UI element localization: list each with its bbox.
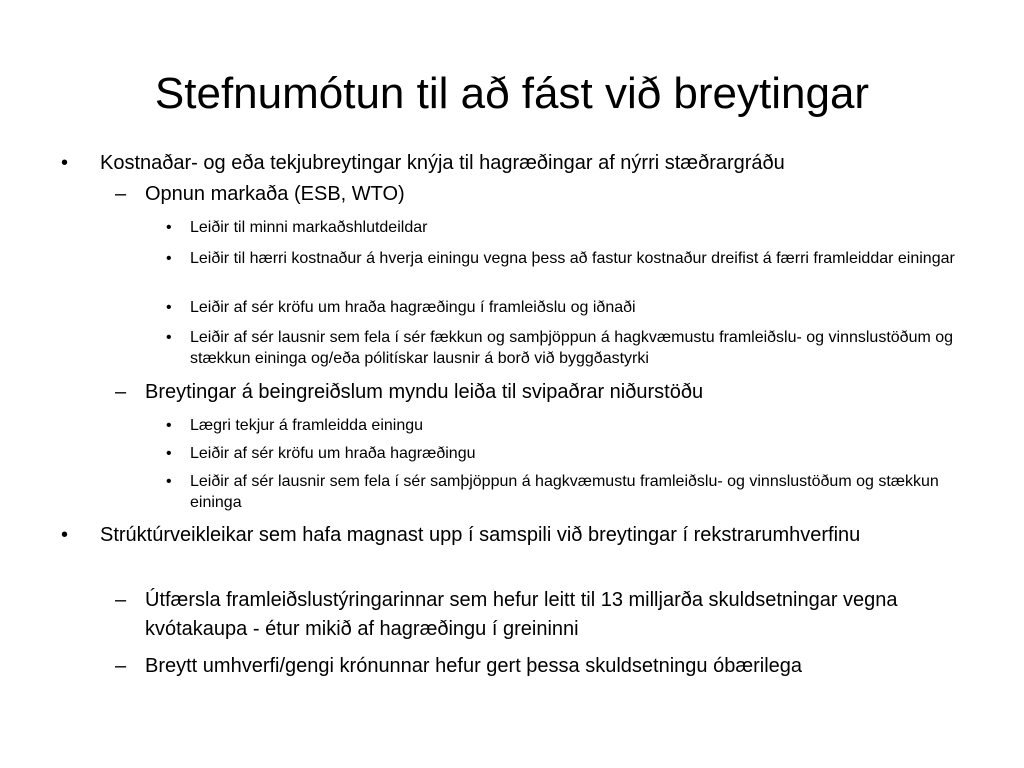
bullet-dot-icon: •	[166, 417, 172, 434]
item-text: Útfærsla framleiðslustýringarinnar sem hefur leitt til 13 milljarða skuldsetningar vegna kvótakaupa - étur mikið af hagræðingu í greininni	[145, 589, 898, 640]
bullet-dash-icon: –	[115, 655, 127, 677]
item-text: Leiðir til minni markaðshlutdeildar	[190, 219, 428, 236]
bullet-dot-icon: •	[61, 524, 69, 546]
list-item	[166, 443, 980, 464]
bullet-dot-icon: •	[166, 445, 172, 462]
bullet-dot-icon: •	[61, 152, 69, 174]
list-item	[61, 522, 920, 549]
list-item	[166, 327, 980, 369]
item-text: Leiðir af sér lausnir sem fela í sér fækkun og samþjöppun á hagkvæmustu framleiðslu- og vinnslustöðum og stækkun eininga og/eða pólitískar lausnir á borð við byggðastyrki	[190, 329, 954, 367]
bullet-dash-icon: –	[115, 381, 127, 403]
list-item	[166, 415, 980, 436]
bullet-dot-icon: •	[166, 299, 172, 316]
item-text: Strúktúrveikleikar sem hafa magnast upp í samspili við breytingar í rekstrarumhverfinu	[100, 524, 861, 546]
list-item	[115, 180, 975, 209]
item-text: Leiðir af sér kröfu um hraða hagræðingu	[190, 445, 476, 462]
list-item	[61, 150, 980, 177]
item-text: Kostnaðar- og eða tekjubreytingar knýja til hagræðingar af nýrri stæðrargráðu	[100, 152, 785, 174]
list-item	[115, 652, 975, 681]
item-text: Lægri tekjur á framleidda einingu	[190, 417, 424, 434]
item-text: Breytt umhverfi/gengi krónunnar hefur gert þessa skuldsetningu óbærilega	[145, 655, 803, 677]
list-item	[115, 378, 975, 407]
bullet-dot-icon: •	[166, 250, 172, 267]
bullet-dash-icon: –	[115, 589, 127, 611]
item-text: Leiðir af sér kröfu um hraða hagræðingu í framleiðslu og iðnaði	[190, 299, 636, 316]
list-item	[115, 586, 975, 644]
list-item	[166, 217, 980, 238]
bullet-dot-icon: •	[166, 219, 172, 236]
item-text: Breytingar á beingreiðslum myndu leiða til svipaðrar niðurstöðu	[145, 381, 704, 403]
item-text: Leiðir til hærri kostnaður á hverja einingu vegna þess að fastur kostnaður dreifist á færri framleiddar einingar	[190, 250, 955, 267]
bullet-dot-icon: •	[166, 473, 172, 490]
bullet-dot-icon: •	[166, 329, 172, 346]
item-text: Opnun markaða (ESB, WTO)	[145, 183, 405, 205]
item-text: Leiðir af sér lausnir sem fela í sér samþjöppun á hagkvæmustu framleiðslu- og vinnslustöðum og stækkun eininga	[190, 473, 939, 511]
list-item	[166, 471, 980, 513]
bullet-dash-icon: –	[115, 183, 127, 205]
list-item	[166, 248, 980, 269]
slide-title: Stefnumótun til að fást við breytingar	[154, 69, 870, 118]
list-item	[166, 297, 980, 318]
